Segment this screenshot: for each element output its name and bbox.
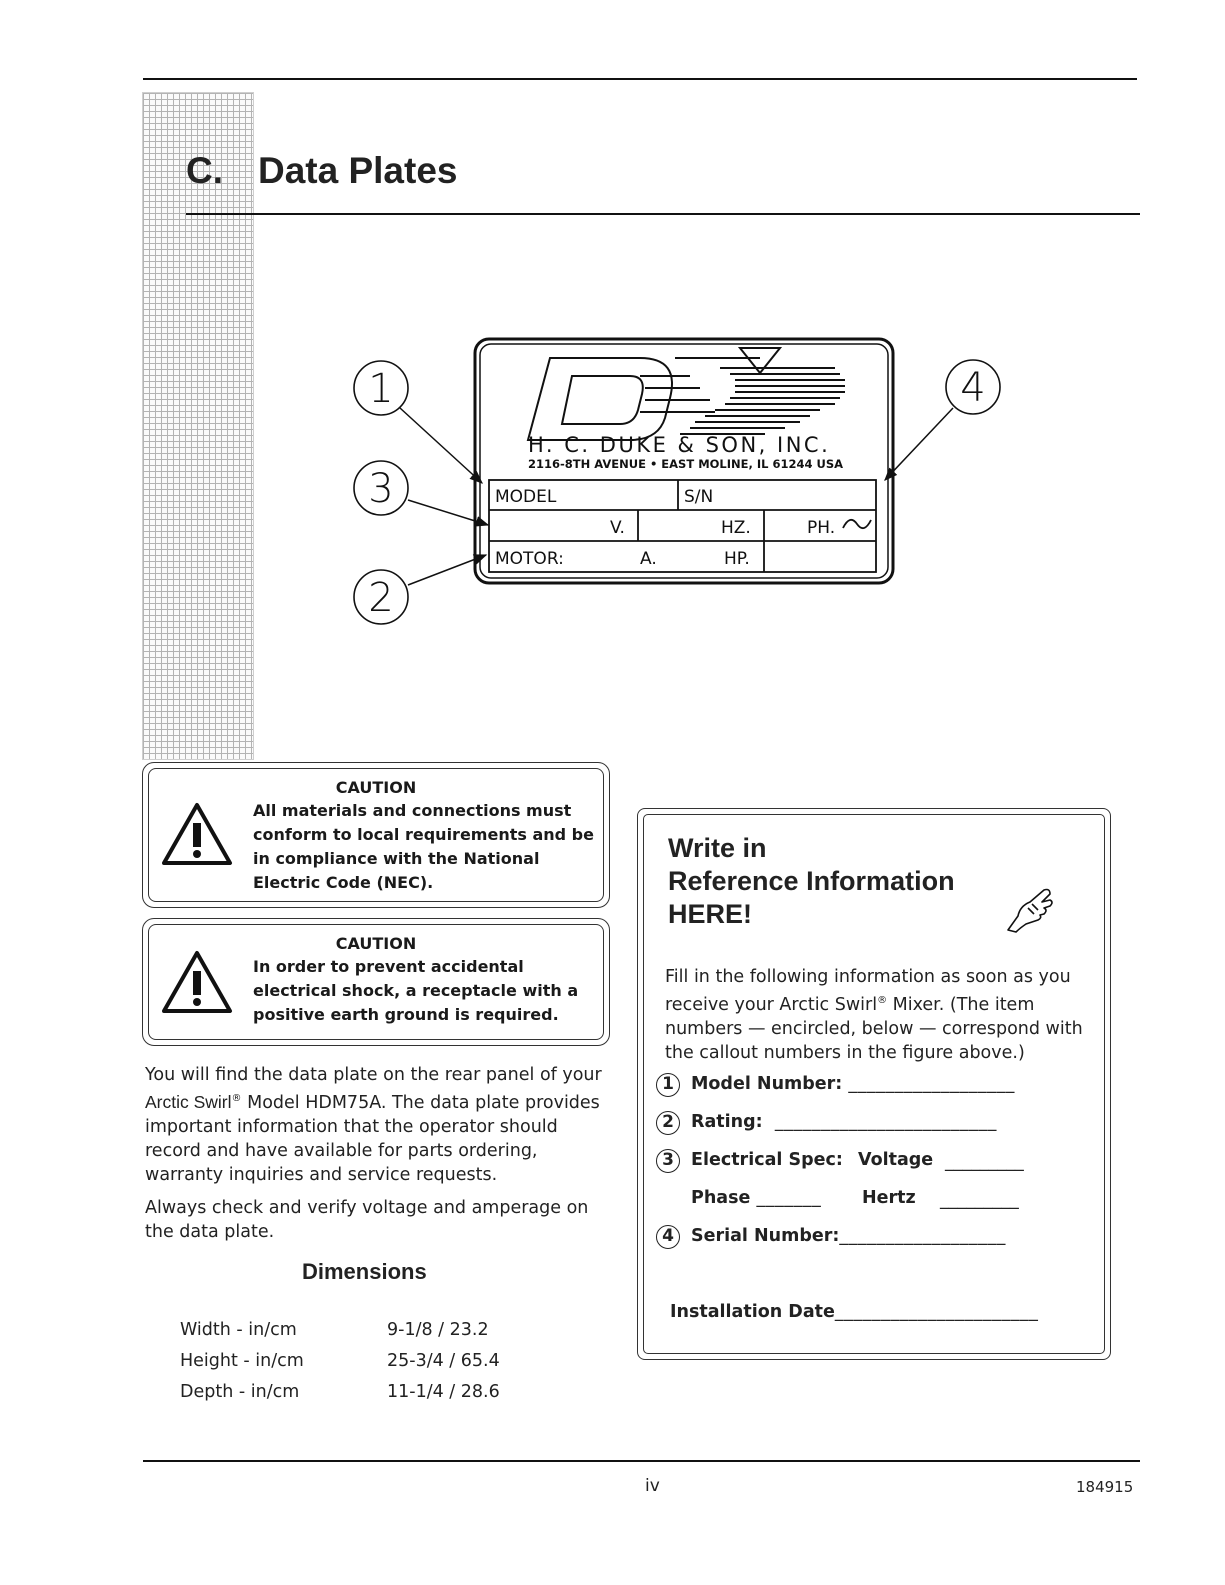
- item-number-1: 1: [656, 1073, 680, 1097]
- voltage-label: Voltage: [858, 1150, 934, 1170]
- dimension-label: Width - in/cm: [180, 1320, 297, 1340]
- dimension-value: 9-1/8 / 23.2: [387, 1320, 489, 1340]
- plate-ph-label: PH.: [807, 518, 836, 538]
- serial-number-field[interactable]: [691, 1226, 1006, 1246]
- plate-hp-label: HP.: [724, 549, 750, 569]
- footer-rule: [143, 1460, 1140, 1462]
- title-rule: [186, 213, 1140, 215]
- caution-1-text: [253, 799, 598, 895]
- caution-2-line: positive earth ground is required.: [253, 1005, 559, 1024]
- rating-field[interactable]: [691, 1112, 997, 1132]
- model-number-blank[interactable]: __________________: [848, 1074, 1015, 1094]
- paragraph-text: You will find the data plate on the rear panel of your: [145, 1065, 602, 1085]
- dimension-value: 25-3/4 / 65.4: [387, 1351, 500, 1371]
- installation-date-field[interactable]: [670, 1302, 1038, 1322]
- duke-logo: [528, 348, 845, 440]
- hertz-label: Hertz: [862, 1188, 916, 1208]
- item-number-2: 2: [656, 1111, 680, 1135]
- caution-1-line: All materials and connections must: [253, 801, 572, 820]
- dimension-label: Height - in/cm: [180, 1351, 304, 1371]
- electrical-spec-field[interactable]: [691, 1150, 843, 1170]
- serial-number-label: Serial Number:: [691, 1226, 840, 1246]
- dimensions-title: Dimensions: [302, 1259, 427, 1284]
- model-number-field[interactable]: [691, 1074, 1015, 1094]
- phase-field[interactable]: [691, 1188, 821, 1208]
- caution-2-text: [253, 955, 598, 1027]
- callout-4: 4: [960, 365, 986, 411]
- plate-v-label: V.: [610, 518, 625, 538]
- hertz-field[interactable]: [862, 1188, 916, 1208]
- plate-hz-label: HZ.: [721, 518, 751, 538]
- hertz-blank[interactable]: _________: [940, 1190, 1019, 1210]
- rating-label: Rating:: [691, 1112, 763, 1132]
- voltage-field[interactable]: [858, 1150, 933, 1170]
- serial-number-blank[interactable]: __________________: [839, 1226, 1006, 1246]
- warning-triangle-icon: [161, 801, 233, 867]
- rating-blank[interactable]: ________________________: [774, 1112, 997, 1132]
- paragraph-text: Model HDM75A. The data plate provides important information that the operator should record and have available for parts ordering, warranty inquiries and service requests.: [145, 1092, 600, 1185]
- item-number-3: 3: [656, 1149, 680, 1173]
- phase-label: Phase: [691, 1188, 751, 1208]
- grid-decoration: [142, 92, 254, 760]
- pointing-hand-icon: [1004, 886, 1056, 934]
- intro-text: Fill in the following information as soon as you receive your Arctic Swirl: [665, 967, 1071, 1015]
- reference-heading-line: Write in: [668, 833, 767, 863]
- callout-3: 3: [368, 466, 394, 512]
- data-plate-figure: [340, 328, 1020, 628]
- reference-heading-line: Reference Information: [668, 866, 955, 896]
- caution-1-line: in compliance with the National: [253, 849, 540, 868]
- verify-paragraph: Always check and verify voltage and amperage on the data plate.: [145, 1198, 589, 1242]
- electrical-spec-label: Electrical Spec:: [691, 1150, 843, 1170]
- caution-2-line: In order to prevent accidental: [253, 957, 524, 976]
- plate-model-label: MODEL: [495, 487, 557, 507]
- voltage-blank[interactable]: _________: [945, 1152, 1024, 1172]
- phase-blank[interactable]: _______: [756, 1188, 822, 1208]
- plate-a-label: A.: [640, 549, 657, 569]
- caution-2-title: CAUTION: [335, 934, 417, 953]
- top-rule: [143, 78, 1137, 80]
- caution-box-2: [142, 918, 610, 1046]
- page-number: iv: [645, 1476, 660, 1496]
- reference-heading-line: HERE!: [668, 899, 753, 929]
- section-title-text: Data Plates: [258, 150, 458, 191]
- registered-mark: ®: [877, 995, 888, 1006]
- section-title: [186, 150, 458, 192]
- plate-sn-label: S/N: [684, 487, 714, 507]
- plate-motor-label: MOTOR:: [495, 549, 564, 569]
- brand-name: Arctic Swirl: [145, 1091, 232, 1112]
- reference-heading: [668, 832, 955, 931]
- caution-2-line: electrical shock, a receptacle with a: [253, 981, 579, 1000]
- reference-intro: [665, 965, 1105, 1065]
- callout-1: 1: [368, 366, 394, 412]
- registered-mark: ®: [231, 1093, 242, 1104]
- dimension-label: Depth - in/cm: [180, 1382, 300, 1402]
- intro-text: Mixer. (The item numbers — encircled, below — correspond with the callout numbers in the figure above.): [665, 994, 1083, 1063]
- sine-wave-icon: [843, 520, 871, 528]
- caution-1-line: Electric Code (NEC).: [253, 873, 434, 892]
- caution-box-1: [142, 762, 610, 908]
- model-number-label: Model Number:: [691, 1074, 843, 1094]
- section-letter: C.: [186, 150, 223, 191]
- callout-2: 2: [368, 575, 394, 621]
- item-number-4: 4: [656, 1225, 680, 1249]
- data-plate-paragraph: [145, 1063, 615, 1187]
- installation-date-label: Installation Date: [670, 1302, 835, 1322]
- caution-1-title: CAUTION: [335, 778, 417, 797]
- installation-date-blank[interactable]: ______________________: [834, 1302, 1039, 1322]
- warning-triangle-icon: [161, 949, 233, 1015]
- document-number: 184915: [1076, 1478, 1134, 1496]
- plate-company: H. C. DUKE & SON, INC.: [528, 433, 831, 457]
- dimension-value: 11-1/4 / 28.6: [387, 1382, 500, 1402]
- plate-address: 2116-8TH AVENUE • EAST MOLINE, IL 61244 USA: [528, 457, 844, 471]
- caution-1-line: conform to local requirements and be: [253, 825, 594, 844]
